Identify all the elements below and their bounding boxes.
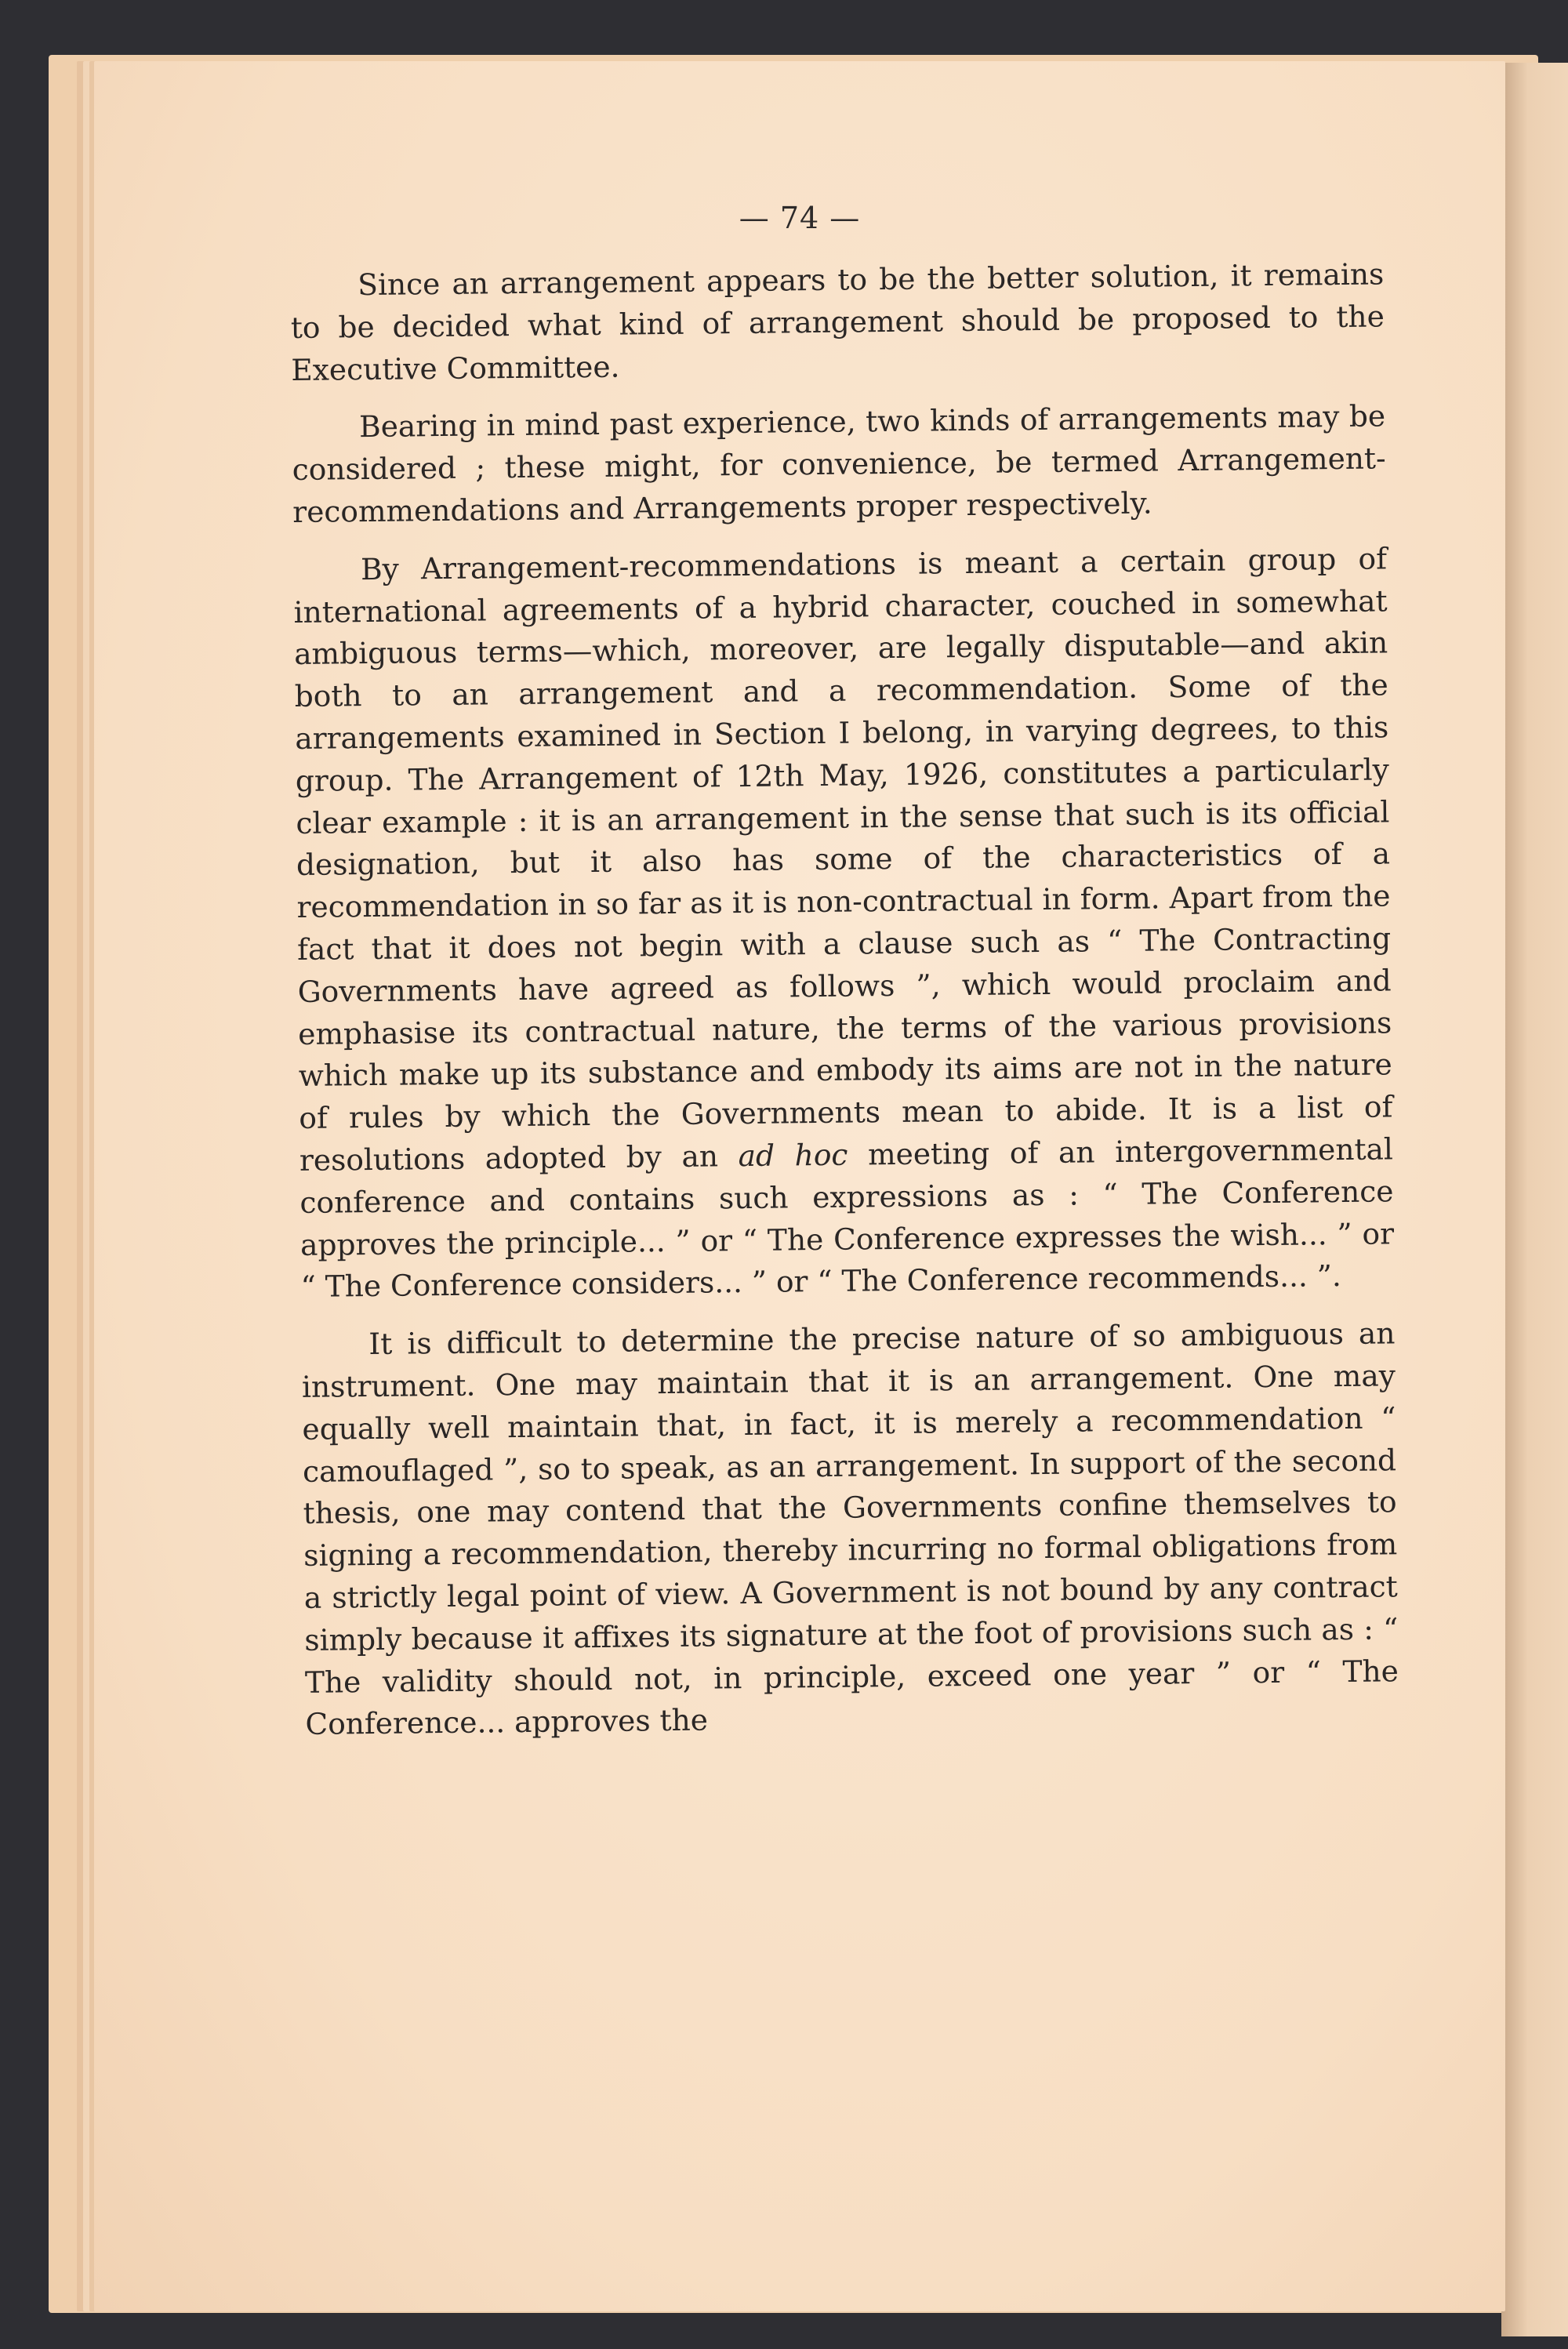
paragraph-3-text-end: meeting of an intergovernmental conference and contains such expressions as : “ The Conference approves the principle... ” or “ The Conference expresses the wish... ” or “ The Conference considers... ” or “ The Conference recommends... ”. [299, 1131, 1395, 1305]
paragraph-4: It is difficult to determine the precise nature of so ambiguous an instrument. One may maintain that it is an arrangement. One may equally well maintain that, in fact, it is merely a recommendation “ camouflaged ”, so to speak, as an arrangement. In support of the second thesis, one may contend that the Governments confine themselves to signing a recommendation, thereby incurring no formal obligations from a strictly legal point of view. A Government is not bound by any contract simply because it affixes its signature at the foot of provisions such as : “ The validity should not, in principle, exceed one year ” or “ The Conference... approves the [301, 1316, 1399, 1742]
paragraph-2: Bearing in mind past experience, two kinds of arrangements may be considered ; these might, for convenience, be termed Arrangement-recommendations and Arrangements proper respectively. [292, 398, 1386, 529]
page-number: — 74 — [739, 201, 861, 235]
paragraph-1: Since an arrangement appears to be the better solution, it remains to be decided what kind of arrangement should be proposed to the Executive Committee. [290, 256, 1385, 387]
paragraph-3-text-start: By Arrangement-recommendations is meant a certain group of international agreements of a hybrid character, couched in somewhat ambiguous terms—which, moreover, are legally disputable—and akin both to an arrangement and a recommendation. Some of the arrangements examined in Section I belong, in varying degrees, to this group. The Arrangement of 12th May, 1926, constitutes a particularly clear example : it is an arrangement in the sense that such is its official designation, but it also has some of the characteristics of a recommendation in so far as it is non-contractual in form. Apart from the fact that it does not begin with a clause such as “ The Contracting Governments have agreed as follows ”, which would proclaim and emphasise its contractual nature, the terms of the various provisions which make up its substance and embody its aims are not in the nature of rules by which the Governments mean to abide. It is a list of resolutions adopted by an [293, 541, 1393, 1178]
paragraph-3-italic-term: ad hoc [738, 1137, 848, 1174]
facing-page-edge [1501, 63, 1568, 2336]
page-body-text [290, 253, 1399, 1746]
paragraph-3 [293, 538, 1395, 1309]
